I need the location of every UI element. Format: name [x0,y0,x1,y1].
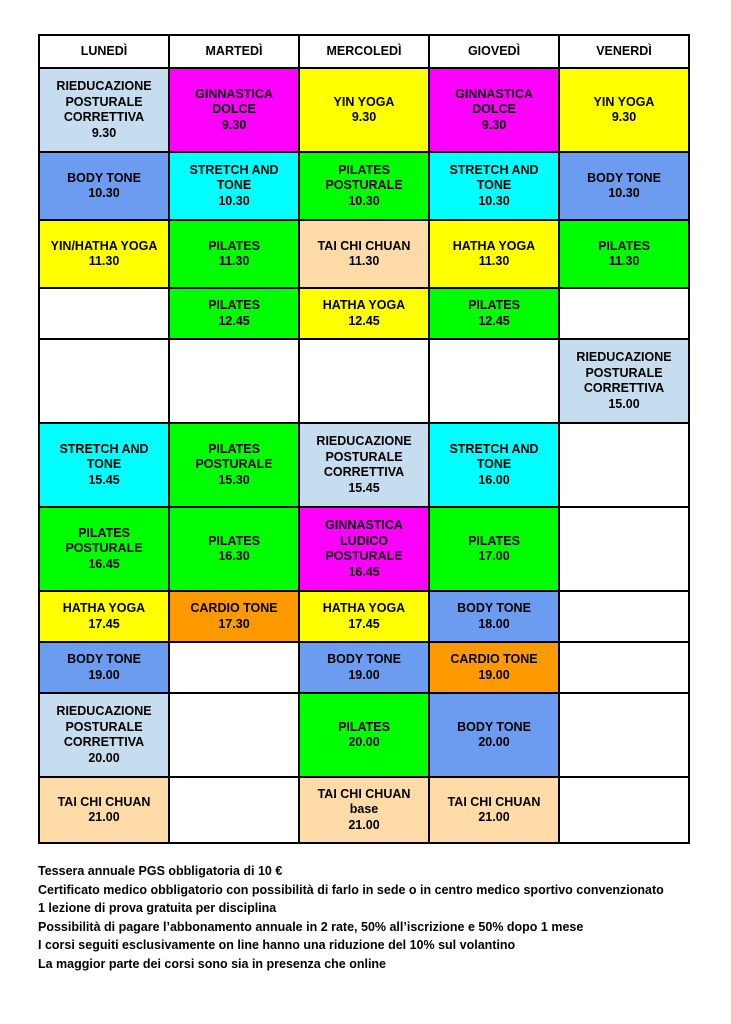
class-cell [169,591,299,642]
class-cell [429,693,559,777]
empty-cell [429,339,559,423]
class-name: CARDIO TONE [450,652,538,666]
class-cell [559,339,689,423]
class-cell [429,507,559,591]
class-name: RIEDUCAZIONE POSTURALE CORRETTIVA [316,434,412,479]
empty-cell [39,339,169,423]
class-cell [39,220,169,288]
class-time: 11.30 [478,254,510,268]
class-cell [169,68,299,152]
class-cell [299,591,429,642]
class-time: 16.45 [348,564,380,579]
class-cell [429,642,559,693]
class-name: PILATES [468,533,520,548]
class-time: 12.45 [348,313,380,328]
empty-cell [169,693,299,777]
class-name: PILATES [208,533,260,548]
empty-cell [169,339,299,423]
note-line: Possibilità di pagare l’abbonamento annuale in 2 rate, 50% all’iscrizione e 50% dopo 1 mese [38,919,584,934]
class-time: 9.30 [481,117,507,132]
class-cell [299,777,429,843]
class-time: 10.30 [478,193,510,208]
class-name: STRETCH AND TONE [449,162,539,193]
class-level: base [349,802,379,817]
schedule-row [39,339,689,423]
day-header-wednesday: MERCOLEDÌ [299,35,429,68]
class-name: PILATES POSTURALE [195,441,273,472]
class-cell [39,777,169,843]
class-cell [299,642,429,693]
class-name: STRETCH AND TONE [59,441,149,472]
class-time: 16.00 [478,472,510,487]
empty-cell [559,507,689,591]
class-cell [169,288,299,339]
day-header-row [39,35,689,68]
class-cell [39,68,169,152]
class-name: HATHA YOGA [322,298,406,312]
class-name: TAI CHI CHUAN [447,794,541,809]
class-name: HATHA YOGA [452,238,536,253]
class-time: 12.45 [218,313,250,328]
class-time: 18.00 [478,616,510,631]
class-name: PILATES [208,238,260,253]
note-line: 1 lezione di prova gratuita per disciplina [38,901,277,915]
class-name: RIEDUCAZIONE POSTURALE CORRETTIVA [56,704,152,749]
class-name: STRETCH AND TONE [449,441,539,472]
class-time: 10.30 [348,193,380,208]
class-time: 9.30 [351,110,377,124]
class-name: BODY TONE [587,170,661,185]
class-cell [39,642,169,693]
day-header-thursday: GIOVEDÌ [429,35,559,68]
class-name: YIN/HATHA YOGA [50,238,158,253]
class-name: YIN YOGA [333,94,395,109]
schedule-body [39,68,689,843]
class-time: 11.30 [608,254,640,268]
class-time: 15.30 [218,472,250,487]
schedule-row [39,591,689,642]
class-time: 17.45 [88,616,120,631]
class-cell [39,152,169,220]
weekly-schedule-table [38,34,690,844]
class-cell [299,220,429,288]
schedule-row [39,423,689,507]
class-time: 12.45 [478,313,510,328]
class-name: BODY TONE [327,652,401,666]
class-cell [429,423,559,507]
empty-cell [559,288,689,339]
class-cell [39,591,169,642]
class-time: 19.00 [348,667,380,682]
schedule-row [39,68,689,152]
class-name: CARDIO TONE [190,601,278,615]
class-cell [429,777,559,843]
class-time: 21.00 [88,810,120,824]
class-name: TAI CHI CHUAN [317,786,411,801]
empty-cell [559,777,689,843]
class-name: HATHA YOGA [322,601,406,615]
class-time: 9.30 [221,117,247,132]
class-time: 21.00 [348,817,380,832]
empty-cell [169,777,299,843]
class-time: 16.45 [88,556,120,571]
day-header-monday: LUNEDÌ [39,35,169,68]
class-name: BODY TONE [67,170,141,185]
class-cell [559,68,689,152]
note-line: I corsi seguiti esclusivamente on line hanno una riduzione del 10% sul volantino [38,938,516,952]
class-time: 11.30 [88,254,120,268]
class-name: TAI CHI CHUAN [317,238,411,253]
class-time: 11.30 [218,254,250,268]
class-name: PILATES [208,298,260,312]
class-time: 9.30 [611,110,637,124]
class-cell [299,68,429,152]
empty-cell [169,642,299,693]
class-time: 15.00 [608,396,640,411]
class-cell [39,507,169,591]
class-time: 17.30 [218,616,250,631]
empty-cell [39,288,169,339]
empty-cell [559,591,689,642]
class-cell [299,288,429,339]
schedule-row [39,220,689,288]
class-time: 17.00 [478,549,510,563]
day-header-friday: VENERDÌ [559,35,689,68]
class-cell [169,152,299,220]
day-header-tuesday: MARTEDÌ [169,35,299,68]
note-line: La maggior parte dei corsi sono sia in presenza che online [38,956,387,971]
class-time: 20.00 [88,750,120,765]
class-name: RIEDUCAZIONE POSTURALE CORRETTIVA [576,350,672,395]
class-cell [169,507,299,591]
class-name: YIN YOGA [593,94,655,109]
schedule-row [39,693,689,777]
class-time: 10.30 [88,186,120,200]
schedule-row [39,507,689,591]
class-time: 21.00 [478,810,510,824]
schedule-row [39,777,689,843]
class-name: GINNASTICA DOLCE [195,86,273,117]
class-time: 19.00 [88,667,120,682]
class-name: STRETCH AND TONE [189,162,279,193]
class-name: PILATES POSTURALE [325,162,403,193]
schedule-row [39,642,689,693]
class-name: PILATES [468,298,520,312]
class-time: 10.30 [608,186,640,200]
class-cell [429,68,559,152]
class-name: PILATES POSTURALE [65,525,143,556]
class-cell [169,220,299,288]
class-time: 15.45 [348,480,380,495]
class-time: 16.30 [218,549,250,563]
class-cell [429,220,559,288]
empty-cell [559,693,689,777]
schedule-row [39,288,689,339]
class-cell [559,152,689,220]
notes-section [38,862,688,973]
class-name: GINNASTICA DOLCE [455,86,533,117]
class-cell [299,152,429,220]
class-name: PILATES [598,238,650,253]
note-line: Tessera annuale PGS obbligatoria di 10 € [38,864,283,878]
empty-cell [559,423,689,507]
note-line: Certificato medico obbligatorio con possibilità di farlo in sede o in centro medico sportivo convenzionato [38,882,664,897]
class-time: 10.30 [218,193,250,208]
class-cell [169,423,299,507]
class-cell [39,423,169,507]
class-time: 20.00 [348,735,380,749]
class-name: BODY TONE [457,719,531,734]
class-name: RIEDUCAZIONE POSTURALE CORRETTIVA [56,79,152,124]
schedule-row [39,152,689,220]
class-time: 20.00 [478,735,510,749]
class-time: 11.30 [348,254,380,268]
empty-cell [559,642,689,693]
empty-cell [299,339,429,423]
class-time: 17.45 [348,616,380,631]
class-cell [299,507,429,591]
class-name: BODY TONE [67,652,141,666]
class-cell [559,220,689,288]
class-name: HATHA YOGA [62,601,146,615]
class-cell [299,693,429,777]
class-cell [299,423,429,507]
class-cell [429,591,559,642]
class-time: 9.30 [91,125,117,140]
class-cell [39,693,169,777]
class-cell [429,152,559,220]
class-name: PILATES [338,719,390,734]
class-name: GINNASTICA LUDICO POSTURALE [325,518,403,563]
class-name: BODY TONE [457,601,531,615]
class-time: 15.45 [88,472,120,487]
class-time: 19.00 [478,667,510,682]
class-name: TAI CHI CHUAN [57,794,151,809]
class-cell [429,288,559,339]
